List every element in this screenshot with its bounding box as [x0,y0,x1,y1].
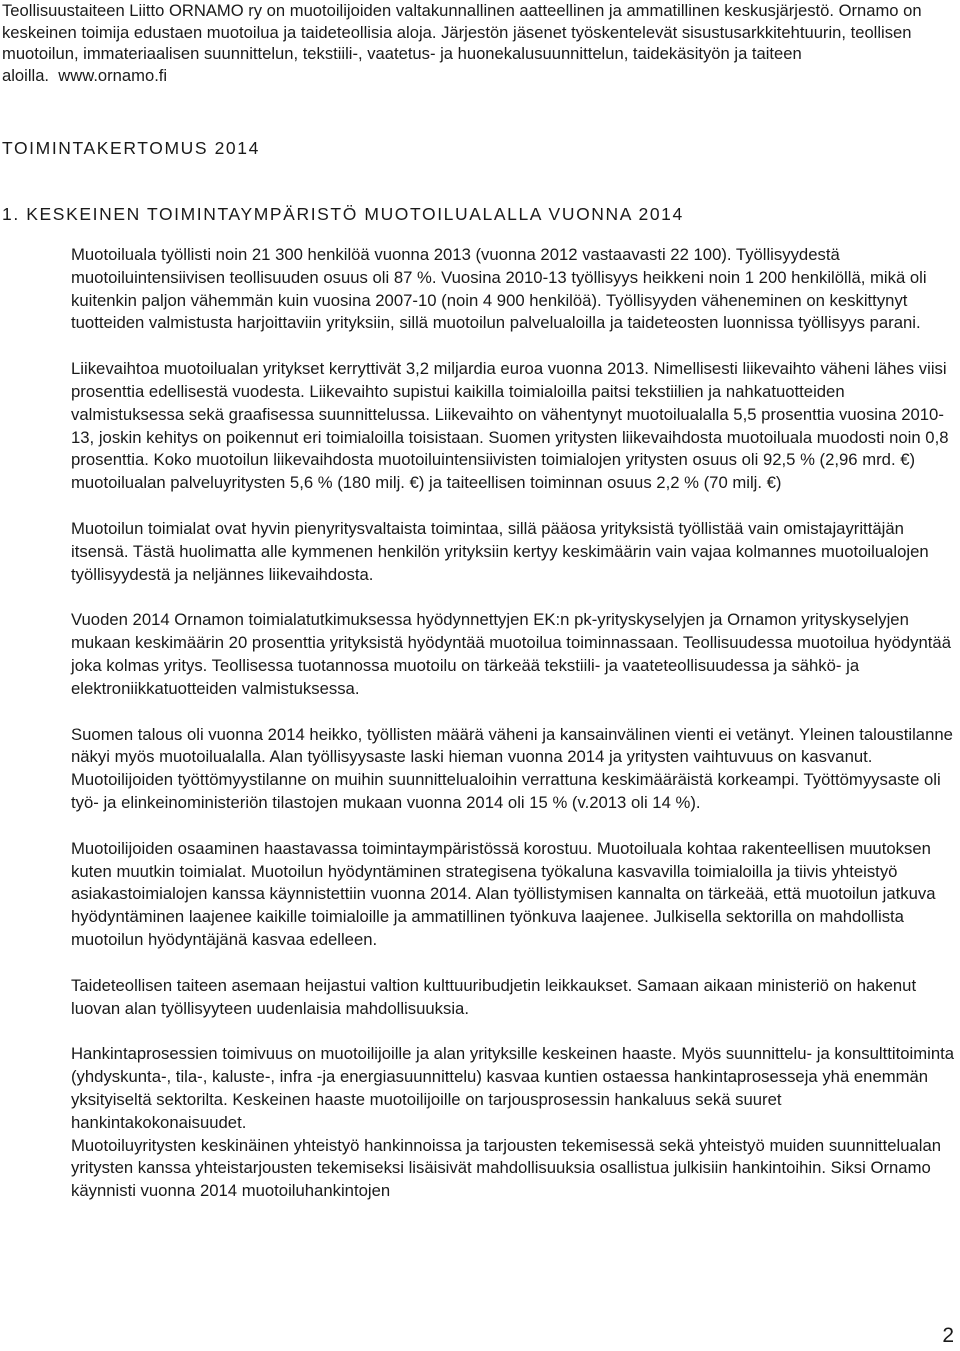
paragraph-employment: Muotoiluala työllisti noin 21 300 henkilöä vuonna 2013 (vuonna 2012 vastaavasti 22 100). Työllisyydestä muotoiluintensiivisen teollisuuden osuus oli 87 %. Vuosina 2010-13 työllisyys heikkeni noin 1 200 henkilöllä, mikä oli kuitenkin paljon vähemmän kuin vuosina 2007-10 (noin 4 900 henkilöä). Työllisyyden väheneminen on keskittynyt tuotteiden valmistusta harjoittaviin yrityksiin, sillä muotoilun palvelualoilla ja taideteosten luonnissa työllisyys parani. [71,245,927,333]
page-number: 2 [942,1324,954,1347]
intro-text: Teollisuustaiteen Liitto ORNAMO ry on muotoilijoiden valtakunnallinen aatteellinen ja ammatillinen keskusjärjestö. Ornamo on keskeinen toimija edustaen muotoilua ja taideteollisia aloja. Järjestön jäsenet työskentelevät sisustusarkkitehtuurin, teollisen muotoilun, immateriaalisen suunnittelun, tekstiili-, vaatetus- ja huonekalusuunnittelun, taidekäsityön ja taiteen aloilla. [2,1,922,85]
paragraph-competence: Muotoilijoiden osaaminen haastavassa toimintaympäristössä korostuu. Muotoiluala kohtaa rakenteellisen muutoksen kuten muutkin toimialat. Muotoilun hyödyntäminen strategisena työkaluna kasvavilla toimialoilla ja tiivis yhteistyö asiakastoimialojen kanssa käynnistettiin vuonna 2014. Alan työllistymisen kannalta on tärkeää, että muotoilun jatkuva hyödyntäminen laajenee kaikille toimialoille ja ammatillinen työnkuva laajenee. Julkisella sektorilla on mahdollista muotoilun hyödyntäjänä kasvaa edelleen. [71,838,936,949]
report-title: TOIMINTAKERTOMUS 2014 [2,138,260,158]
paragraph-design-utilization: Vuoden 2014 Ornamon toimialatutkimuksessa hyödynnettyjen EK:n pk-yrityskyselyjen ja Ornamon yrityskyselyjen mukaan keskimäärin 20 prosenttia yrityksistä hyödyntää muotoilua toiminnassaan. Teollisuudessa muotoilua hyödyntää joka kolmas yritys. Teollisessa tuotannossa muotoilu on tärkeää tekstiili- ja vaateteollisuudessa ja sähkö- ja elektroniikkatuotteiden valmistuksessa. [71,610,951,698]
intro-paragraph [2,0,952,86]
paragraph-cooperation: Muotoiluyritysten keskinäinen yhteistyö hankinnoissa ja tarjousten tekemisessä sekä yhteistyö muiden suunnittelualan yritysten kanssa yhteistarjousten tekemiseksi lisäisivät mahdollisuuksia osallistua julkisiin hankintoihin. Siksi Ornamo käynnisti vuonna 2014 muotoiluhankintojen [71,1135,942,1201]
paragraph-procurement: Hankintaprosessien toimivuus on muotoilijoille ja alan yrityksille keskeinen haaste. Myös suunnittelu- ja konsulttitoiminta (yhdyskunta-, tila-, kaluste-, infra -ja energiasuunnittelu) kasvaa kuntien ostaessa hankintaprosesseja yhä enemmän yksityiseltä sektorilta. Keskeinen haaste muotoilijoille on tarjousprosessin hankaluus sekä suuret hankintakokonaisuudet. [71,1044,955,1132]
paragraph-turnover: Liikevaihtoa muotoilualan yritykset kerryttivät 3,2 miljardia euroa vuonna 2013. Nimellisesti liikevaihto väheni lähes viisi prosenttia edellisestä vuodesta. Liikevaihto supistui kaikilla toimialoilla paitsi tekstiilien ja nahkatuotteiden valmistuksessa sekä graafisessa suunnittelussa. Liikevaihto on vähentynyt muotoilualalla 5,5 prosenttia vuosina 2010-13, joskin kehitys on poikennut eri toimialoilla toisistaan. Suomen yritysten liikevaihdosta muotoiluala muodosti noin 0,8 prosenttia. Koko muotoilun liikevaihdosta muotoiluintensiivisten toimialojen yritysten osuus oli 92,5 % (2,96 mrd. €) muotoilualan palveluyritysten 5,6 % (180 milj. €) ja taiteellisen toiminnan osuus 2,2 % (70 milj. €) [71,359,949,493]
paragraph-small-businesses: Muotoilun toimialat ovat hyvin pienyritysvaltaista toimintaa, sillä pääosa yrityksistä työllistää vain omistajayrittäjän itsensä. Tästä huolimatta alle kymmenen henkilön yrityksiin kertyy keskimäärin vain vajaa kolmannes muotoilualojen työllisyydestä ja neljännes liikevaihdosta. [71,518,929,584]
section-body [71,244,956,1203]
paragraph-culture-budget: Taideteollisen taiteen asemaan heijastui valtion kulttuuribudjetin leikkaukset. Samaan aikaan ministeriö on hakenut luovan alan työllisyyteen uudenlaisia mahdollisuuksia. [71,975,917,1018]
section-heading: 1. KESKEINEN TOIMINTAYMPÄRISTÖ MUOTOILUALALLA VUONNA 2014 [2,204,684,224]
ornamo-website-link[interactable]: www.ornamo.fi [58,65,168,85]
paragraph-economy: Suomen talous oli vuonna 2014 heikko, työllisten määrä väheni ja kansainvälinen vienti ei vetänyt. Yleinen taloustilanne näkyi myös muotoilualalla. Alan työllisyysaste laski hieman vuonna 2014 ja yritysten vaihtuvuus on kasvanut. Muotoilijoiden työttömyystilanne on muihin suunnittelualoihin verrattuna keskimääräistä korkeampi. Työttömyysaste oli työ- ja elinkeinoministeriön tilastojen mukaan vuonna 2014 oli 15 % (v.2013 oli 14 %). [71,724,953,812]
